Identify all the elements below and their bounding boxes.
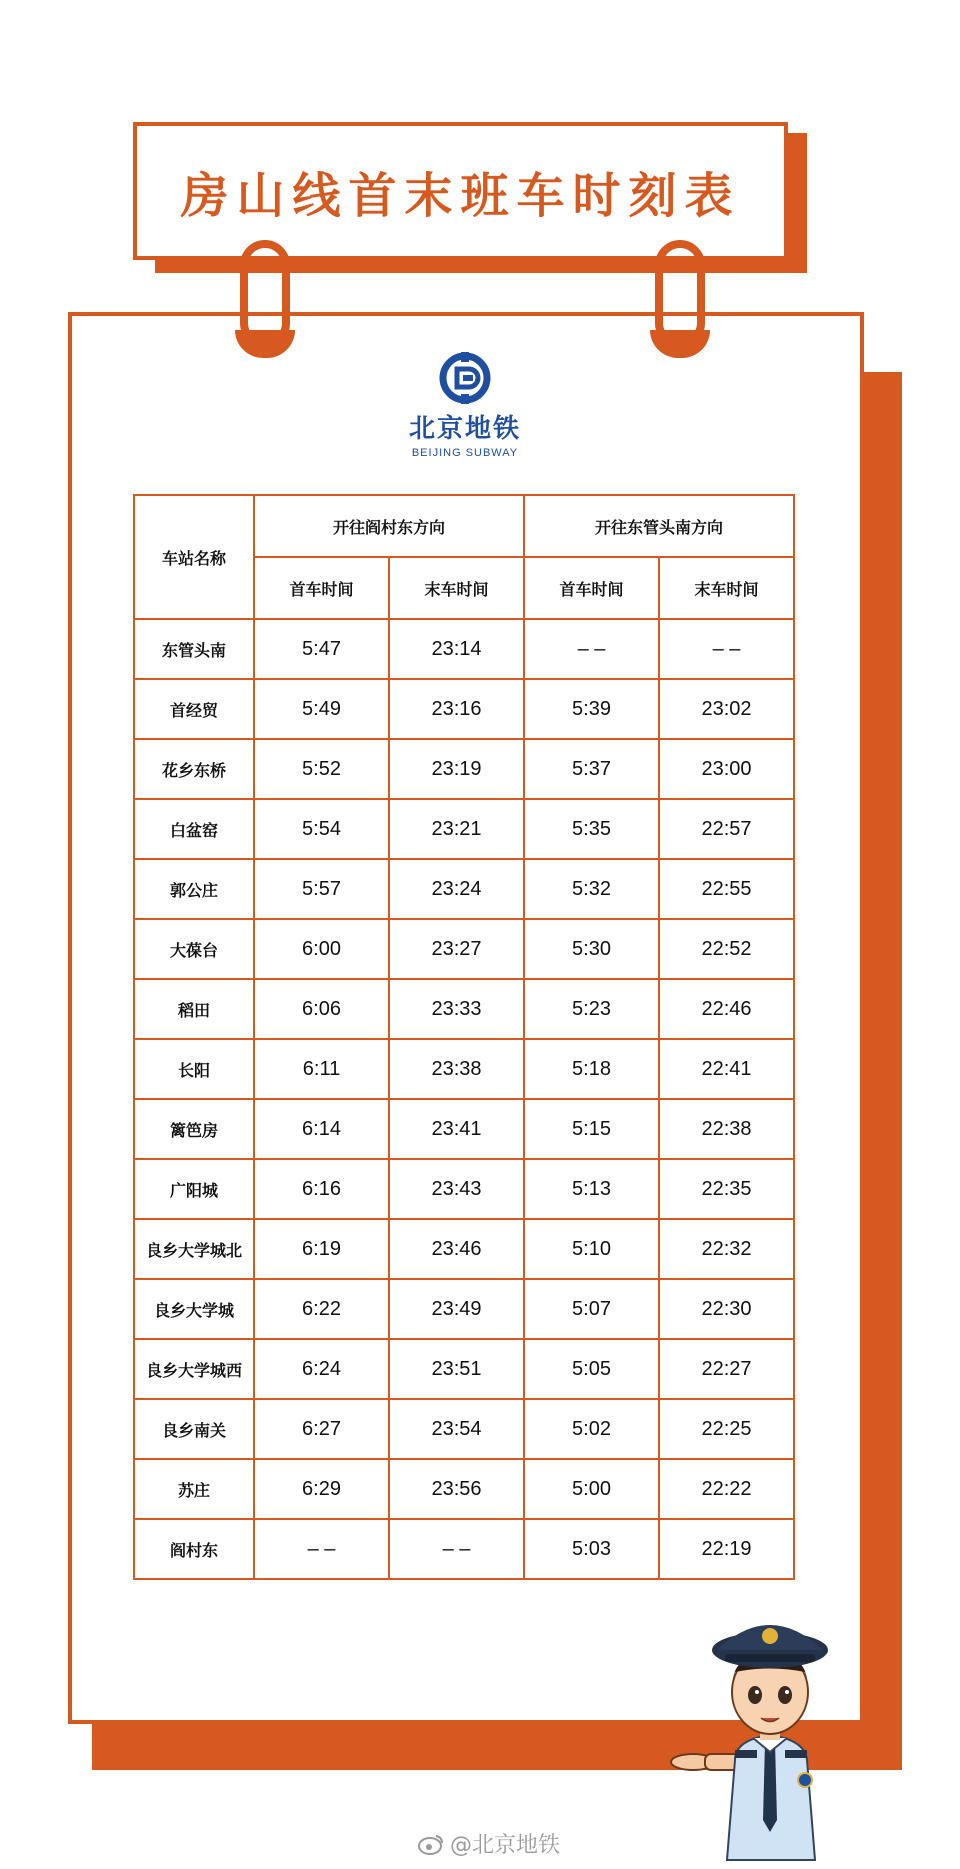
a-first-time: 6:27 xyxy=(254,1399,389,1459)
b-first-time: 5:02 xyxy=(524,1399,659,1459)
b-first-time: 5:03 xyxy=(524,1519,659,1579)
b-last-time: 22:27 xyxy=(659,1339,794,1399)
b-last-time: 22:57 xyxy=(659,799,794,859)
b-last-time: 22:46 xyxy=(659,979,794,1039)
a-first-time: – – xyxy=(254,1519,389,1579)
station-name: 篱笆房 xyxy=(134,1099,254,1159)
b-last-time: 22:55 xyxy=(659,859,794,919)
table-row xyxy=(134,1279,794,1339)
beijing-subway-logo xyxy=(395,352,535,462)
b-last-time: 22:38 xyxy=(659,1099,794,1159)
a-first-time: 6:16 xyxy=(254,1159,389,1219)
a-first-time: 6:29 xyxy=(254,1459,389,1519)
b-first-time: 5:10 xyxy=(524,1219,659,1279)
subway-logo-icon xyxy=(439,352,491,404)
a-last-time: 23:51 xyxy=(389,1339,524,1399)
a-first-time: 5:52 xyxy=(254,739,389,799)
a-first-time: 5:54 xyxy=(254,799,389,859)
a-first-time: 6:11 xyxy=(254,1039,389,1099)
b-last-time: 22:52 xyxy=(659,919,794,979)
b-last-time: 22:19 xyxy=(659,1519,794,1579)
a-last-time: – – xyxy=(389,1519,524,1579)
b-last-time: – – xyxy=(659,619,794,679)
weibo-watermark xyxy=(418,1828,560,1859)
table-row xyxy=(134,1339,794,1399)
page-title: 房山线首末班车时刻表 xyxy=(180,167,741,224)
b-first-time: 5:30 xyxy=(524,919,659,979)
table-row xyxy=(134,1039,794,1099)
table-row xyxy=(134,1219,794,1279)
table-row xyxy=(134,679,794,739)
a-last-time: 23:49 xyxy=(389,1279,524,1339)
b-first-time: 5:07 xyxy=(524,1279,659,1339)
b-last-time: 22:22 xyxy=(659,1459,794,1519)
a-last-header: 末车时间 xyxy=(389,557,524,619)
a-first-time: 6:19 xyxy=(254,1219,389,1279)
table-row xyxy=(134,1519,794,1579)
a-last-time: 23:21 xyxy=(389,799,524,859)
station-name: 良乡南关 xyxy=(134,1399,254,1459)
title-banner xyxy=(133,122,788,260)
b-first-header: 首车时间 xyxy=(524,557,659,619)
a-first-time: 6:06 xyxy=(254,979,389,1039)
a-last-time: 23:16 xyxy=(389,679,524,739)
b-first-time: 5:37 xyxy=(524,739,659,799)
table-row xyxy=(134,1159,794,1219)
b-first-time: 5:13 xyxy=(524,1159,659,1219)
weibo-icon xyxy=(418,1833,444,1855)
b-last-time: 23:00 xyxy=(659,739,794,799)
table-row xyxy=(134,979,794,1039)
b-last-time: 22:41 xyxy=(659,1039,794,1099)
a-first-time: 6:22 xyxy=(254,1279,389,1339)
table-row xyxy=(134,1099,794,1159)
station-name: 东管头南 xyxy=(134,619,254,679)
station-header: 车站名称 xyxy=(134,495,254,619)
b-last-header: 末车时间 xyxy=(659,557,794,619)
table-row xyxy=(134,799,794,859)
a-first-time: 5:49 xyxy=(254,679,389,739)
b-first-time: 5:18 xyxy=(524,1039,659,1099)
logo-text-cn: 北京地铁 xyxy=(408,414,521,444)
table-row xyxy=(134,739,794,799)
b-last-time: 22:30 xyxy=(659,1279,794,1339)
station-name: 良乡大学城北 xyxy=(134,1219,254,1279)
station-name: 长阳 xyxy=(134,1039,254,1099)
a-last-time: 23:19 xyxy=(389,739,524,799)
staff-mascot-illustration xyxy=(665,1610,875,1865)
a-first-time: 6:14 xyxy=(254,1099,389,1159)
a-last-time: 23:46 xyxy=(389,1219,524,1279)
station-name: 良乡大学城西 xyxy=(134,1339,254,1399)
direction-a-header: 开往阎村东方向 xyxy=(254,495,524,557)
table-row xyxy=(134,859,794,919)
a-last-time: 23:41 xyxy=(389,1099,524,1159)
b-first-time: 5:00 xyxy=(524,1459,659,1519)
station-name: 首经贸 xyxy=(134,679,254,739)
b-first-time: 5:39 xyxy=(524,679,659,739)
watermark-text: @北京地铁 xyxy=(450,1833,561,1858)
a-first-time: 5:57 xyxy=(254,859,389,919)
a-first-time: 6:24 xyxy=(254,1339,389,1399)
b-last-time: 22:35 xyxy=(659,1159,794,1219)
station-name: 苏庄 xyxy=(134,1459,254,1519)
station-name: 花乡东桥 xyxy=(134,739,254,799)
station-name: 郭公庄 xyxy=(134,859,254,919)
logo-text-en: BEIJING SUBWAY xyxy=(411,447,519,459)
b-first-time: 5:32 xyxy=(524,859,659,919)
a-first-time: 6:00 xyxy=(254,919,389,979)
station-name: 良乡大学城 xyxy=(134,1279,254,1339)
station-name: 大葆台 xyxy=(134,919,254,979)
b-last-time: 23:02 xyxy=(659,679,794,739)
b-first-time: 5:05 xyxy=(524,1339,659,1399)
a-last-time: 23:43 xyxy=(389,1159,524,1219)
a-last-time: 23:33 xyxy=(389,979,524,1039)
station-name: 阎村东 xyxy=(134,1519,254,1579)
b-first-time: 5:35 xyxy=(524,799,659,859)
b-first-time: 5:23 xyxy=(524,979,659,1039)
a-last-time: 23:38 xyxy=(389,1039,524,1099)
timetable xyxy=(133,494,795,1580)
a-first-header: 首车时间 xyxy=(254,557,389,619)
a-last-time: 23:56 xyxy=(389,1459,524,1519)
b-last-time: 22:25 xyxy=(659,1399,794,1459)
station-name: 白盆窑 xyxy=(134,799,254,859)
a-last-time: 23:54 xyxy=(389,1399,524,1459)
a-last-time: 23:24 xyxy=(389,859,524,919)
b-first-time: 5:15 xyxy=(524,1099,659,1159)
b-last-time: 22:32 xyxy=(659,1219,794,1279)
a-last-time: 23:14 xyxy=(389,619,524,679)
a-last-time: 23:27 xyxy=(389,919,524,979)
table-row xyxy=(134,619,794,679)
table-row xyxy=(134,919,794,979)
station-name: 稻田 xyxy=(134,979,254,1039)
a-first-time: 5:47 xyxy=(254,619,389,679)
table-row xyxy=(134,1399,794,1459)
station-name: 广阳城 xyxy=(134,1159,254,1219)
direction-b-header: 开往东管头南方向 xyxy=(524,495,794,557)
b-first-time: – – xyxy=(524,619,659,679)
table-row xyxy=(134,1459,794,1519)
